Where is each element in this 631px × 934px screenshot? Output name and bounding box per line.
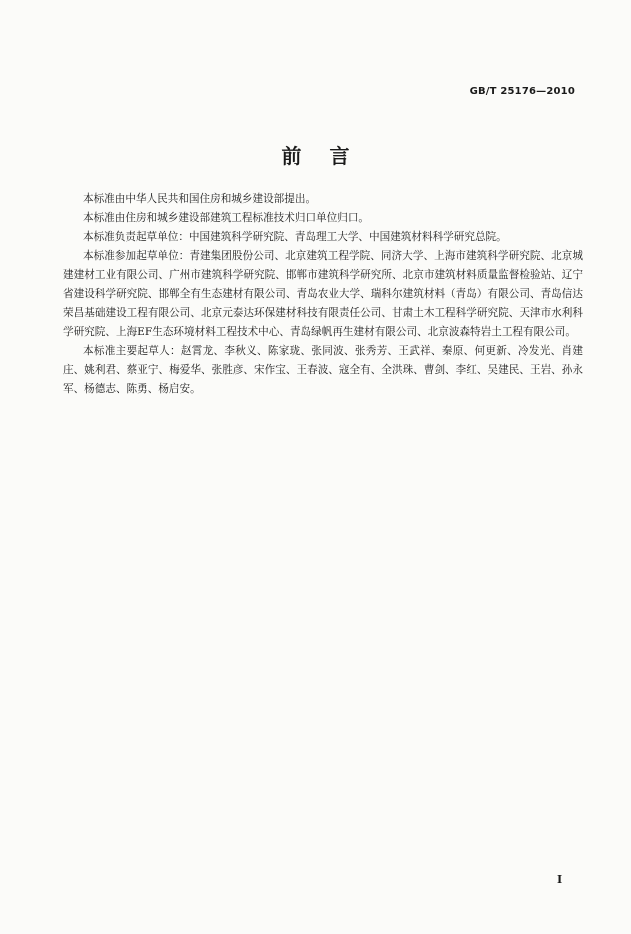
foreword-body xyxy=(63,190,583,399)
standard-number: GB/T 25176—2010 xyxy=(469,86,575,97)
paragraph-participating-drafters: 本标准参加起草单位：青建集团股份公司、北京建筑工程学院、同济大学、上海市建筑科学研究院、北京城建建材工业有限公司、广州市建筑科学研究院、邯郸市建筑科学研究所、北京市建筑材料质量监督检验站、辽宁省建设科学研究院、邯郸全有生态建材有限公司、青岛农业大学、瑞科尔建筑材料（青岛）有限公司、青岛信达荣昌基础建设工程有限公司、北京元泰达环保建材科技有限责任公司、甘肃土木工程科学研究院、天津市水利科学研究院、上海EF生态环境材料工程技术中心、青岛绿帆再生建材有限公司、北京波森特岩土工程有限公司。 xyxy=(63,250,583,338)
page-number: I xyxy=(557,873,563,886)
paragraph-main-authors: 本标准主要起草人：赵霄龙、李秋义、陈家珑、张同波、张秀芳、王武祥、秦原、何更新、冷发光、肖建庄、姚利君、蔡亚宁、梅爱华、张胜彦、宋作宝、王春波、寇全有、全洪珠、曹剑、李红、吴建民、王岩、孙永军、杨德志、陈勇、杨启安。 xyxy=(63,345,583,395)
page-title: 前言 xyxy=(281,144,378,168)
paragraph-main-drafters: 本标准负责起草单位：中国建筑科学研究院、青岛理工大学、中国建筑材料科学研究总院。 xyxy=(83,231,507,243)
paragraph-proposer: 本标准由中华人民共和国住房和城乡建设部提出。 xyxy=(83,193,317,205)
paragraph-administrator: 本标准由住房和城乡建设部建筑工程标准技术归口单位归口。 xyxy=(83,212,370,224)
